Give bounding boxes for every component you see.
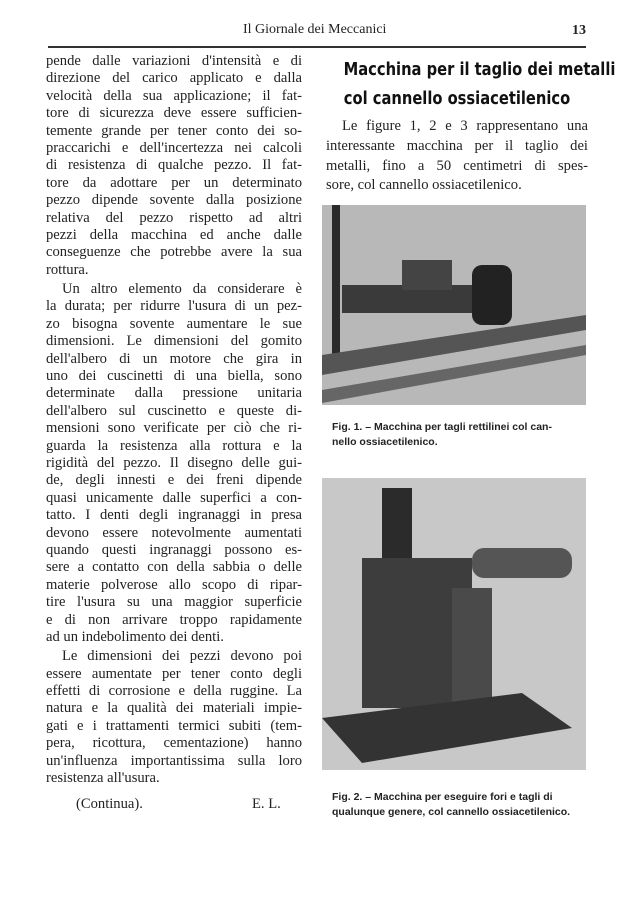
drilling-machine-illustration <box>322 478 586 770</box>
caption-line: qualunque genere, col cannello ossiacetilenico. <box>332 806 571 818</box>
text-line: materie polverose allo scopo di ripar- <box>46 576 302 593</box>
text-line: un'influenza importantissima sulla loro <box>46 752 302 769</box>
text-line: temente grande per tener conto dei so- <box>46 122 302 139</box>
text-line: dell'albero di un motore che gira in <box>46 350 302 367</box>
cutting-machine-illustration <box>322 205 586 405</box>
text-line: pende dalle variazioni d'intensità e di <box>46 53 302 69</box>
running-header <box>48 20 586 48</box>
caption-line: nello ossiacetilenico. <box>332 436 438 448</box>
text-line: praccarichi e dell'incertezza nei calcoli <box>46 139 302 156</box>
text-line: ad un indebolimento dei denti. <box>46 628 224 645</box>
text-line: direzione del carico applicato e dalla <box>46 70 302 87</box>
text-line: conseguenze che potrebbe avere la sua <box>46 244 302 261</box>
text-line: guarda la resistenza alla rottura e la <box>46 437 302 454</box>
text-line: interessante macchina per il taglio dei <box>326 137 588 154</box>
text-line: tatto. I denti degli ingranaggi in presa <box>46 507 302 524</box>
text-line: mensioni sono verificate per ciò che ri- <box>46 420 302 437</box>
text-line: uno dei cuscinetti di una biella, sono <box>46 368 302 385</box>
text-line: sore, col cannello ossiacetilenico. <box>326 177 522 194</box>
article-title-line-1: Macchina per il taglio dei metalli <box>343 60 616 80</box>
paragraph <box>46 53 302 279</box>
article-intro <box>326 117 588 196</box>
figure-1-caption <box>332 420 586 450</box>
paragraph <box>46 648 302 787</box>
text-line: rottura. <box>46 261 89 278</box>
text-line: rigidità del pezzo. Il disegno delle gui- <box>46 454 302 471</box>
text-line: pera, ricottura, cementazione) hanno <box>46 735 302 752</box>
text-line: quasi unicamente dalle superfici a con- <box>46 489 302 506</box>
text-line: velocità della sua applicazione; il fat- <box>46 87 302 104</box>
figure-1-photo <box>322 205 586 405</box>
text-line: Un altro elemento da considerare è <box>62 281 302 298</box>
text-line: devono essere notevolmente aumentati <box>46 524 302 541</box>
text-line: pezzo dipende sovente dalla posizione <box>46 192 302 209</box>
text-line: tore da adottare per un determinato <box>46 174 302 191</box>
text-line: de, degli innesti e dei freni dipende <box>46 472 302 489</box>
text-line: quando questi ingranaggi possono es- <box>46 541 302 558</box>
text-line: pezzi della macchina ed anche dalle <box>46 226 302 243</box>
text-line: dell'albero sul cuscinetto e queste di- <box>46 402 302 419</box>
text-line: dimensioni. Le dimensioni del gomito <box>46 333 302 350</box>
text-line: e di non arrivare troppo rapidamente <box>46 611 302 628</box>
text-line: zo bisogna sovente aumentare le sue <box>46 315 302 332</box>
author-initials: E. L. <box>252 796 281 812</box>
text-line: tore di sicurezza deve essere sufficien- <box>46 105 302 122</box>
text-line: metalli, fino a 50 centimetri di spes- <box>326 157 588 174</box>
caption-line: Fig. 2. – Macchina per eseguire fori e tagli di <box>332 791 553 803</box>
text-line: resistenza all'usura. <box>46 770 160 787</box>
text-line: gati e i trattamenti termici subiti (tem- <box>46 717 302 734</box>
paragraph <box>46 281 302 646</box>
left-column <box>46 53 302 787</box>
text-line: relativa del pezzo rispetto ad altri <box>46 209 302 226</box>
journal-title: Il Giornale dei Meccanici <box>243 22 387 37</box>
text-line: natura e la qualità dei materiali impie- <box>46 700 302 717</box>
continued-note: (Continua). <box>76 796 143 812</box>
text-line: tire l'usura su una maggior superficie <box>46 594 302 611</box>
text-line: determinate dalla pressione unitaria <box>46 385 302 402</box>
text-line: sere a contatto con della sabbia o delle <box>46 559 302 576</box>
text-line: la durata; per ridurre l'usura di un pez- <box>46 298 302 315</box>
figure-2-photo <box>322 478 586 770</box>
text-line: effetti di corrosione e della ruggine. La <box>46 683 302 700</box>
article-title-line-2: col cannello ossiacetilenico <box>343 89 571 109</box>
figure-2-caption <box>332 790 586 820</box>
page-number: 13 <box>572 23 586 38</box>
text-line: di resistenza di qualche pezzo. Il fat- <box>46 157 302 174</box>
text-line: essere aumentate per tener conto degli <box>46 665 302 682</box>
caption-line: Fig. 1. – Macchina per tagli rettilinei col can- <box>332 421 552 433</box>
text-line: Le figure 1, 2 e 3 rappresentano una <box>342 118 588 134</box>
text-line: Le dimensioni dei pezzi devono poi <box>62 648 302 665</box>
